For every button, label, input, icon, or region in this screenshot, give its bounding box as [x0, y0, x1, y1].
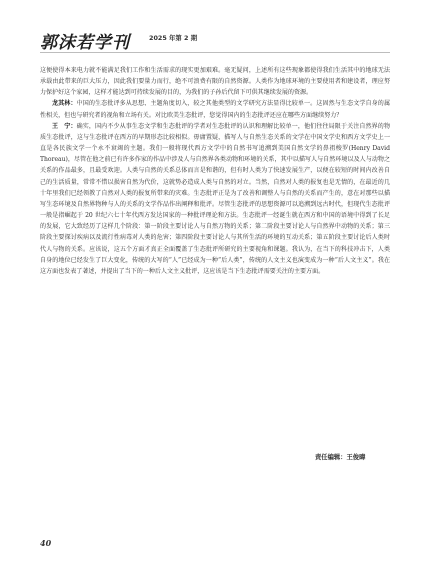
issue-label: 2025 年第 2 期 — [149, 34, 198, 42]
paragraph-3-text: 确实，国内不少从事生态文学和生态批评的学者对生态批评的认识和理解比较单一，他们往往局限于关注自然界的物质生态批评，这与生态批评在西方的早期形态比较相似。毋庸置疑，描写人与自然生态关系的文学在中国文学史和西方文学史上一直是各民族文学一个永不衰竭的主题。我们一般将现代西方文学中的自然书写追溯到美国自然文学的鼻祖梭罗(Henry David Thoreau)，尽管在他之前已有许多作家的作品中涉及人与自然界各类动物和环境的关系，其中以描写人与自然环境以及人与动物之关系的作品最多，且最受欢迎。人类与自然的关系总体而言是和谐的，但有时人类为了快速发展生产，以便在较短的时间内改善自己的生活质量，常常不惜以损害自然为代价，这就势必造成人类与自然的对立。当然，自然对人类的报复也是无情的，在最近的几十年里我们已经领教了自然对人类的报复所带来的灾难。生态批评正是为了改善和调整人与自然的关系而产生的，意在对那些以描写生态环境及自然界物种与人的关系的文学作品作出阐释和批评。尽管生态批评的思想资源可以追溯到远古时代，但现代生态批评一般是指崛起于 20 世纪六七十年代西方发达国家的一种批评理论和方法。生态批评一经诞生就在西方和中国的语境中得到了长足的发展，它大致经历了这样几个阶段：第一阶段主要讨论人与自然万物的关系；第二阶段主要讨论人与自然界中动物的关系；第三阶段主要探讨疾病以及流行性病毒对人类的危害；第四阶段主要讨论人与其所生活的环境的互动关系；第五阶段主要讨论后人类时代人与物的关系。应该说，这五个方面才真正全面覆盖了生态批评所研究的主要视角和课题。我认为，在当下的科技冲击下，人类自身的地位已经发生了巨大变化，传统的大写的“人”已经成为一种“后人类”，传统的人文主义也演变成为一种“后人文主义”。我在这方面也发表了著述，并提出了当下的一种后人文主义批评，这应该是当下生态批评需要关注的主要方面。 — [40, 122, 390, 275]
paragraph-1 — [40, 65, 390, 98]
paragraph-1-text: 这便使得本来电力就不能满足我们工作和生活需求的现实更加艰难。毫无疑问，上述所有这些现象都使得我们生活其中的地球无法承载由此带来的巨大压力，因此我们要量力而行，绝不可浪费有限的自然资源。人类作为地球环境的主要使用者和建设者，理应努力保护好这个家园，这样才能达到可持续发展的目的，为我们的子孙后代留下可供其继续发展的资源。 — [40, 67, 390, 97]
page-number: 40 — [40, 538, 52, 548]
journal-title: 郭沫若学刊 — [40, 33, 130, 53]
speaker-label: 王 宁： — [52, 122, 77, 130]
paragraph-3 — [40, 121, 390, 277]
responsible-editor: 责任编辑：王俊暐 — [315, 454, 366, 461]
article-body — [40, 65, 390, 277]
paragraph-2 — [40, 98, 390, 120]
paragraph-2-text: 中国的生态批评多从思想、主题角度切入，较之其他类型的文学研究方法显得比较单一。这固然与生态文学自身的属性相关，但也与研究者的视角和立场有关。对比欧美生态批评，您觉得国内的生态批评还应在哪些方面继续努力？ — [40, 100, 390, 119]
speaker-label: 龙其林： — [52, 100, 77, 108]
header-divider — [40, 52, 390, 53]
page-header — [40, 28, 390, 54]
